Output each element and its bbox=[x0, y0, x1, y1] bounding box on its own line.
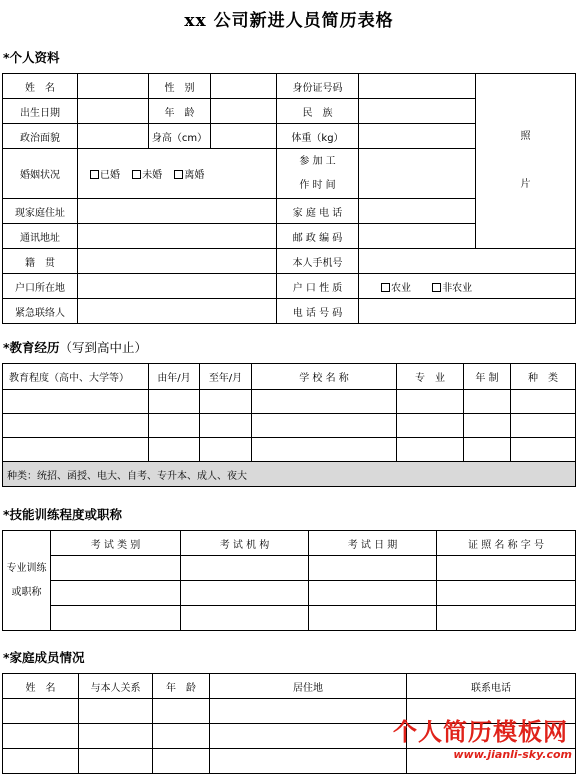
label-hukou-type: 户 口 性 质 bbox=[277, 274, 359, 299]
label-work-start bbox=[277, 149, 359, 199]
table-cell[interactable] bbox=[397, 414, 464, 438]
table-cell[interactable] bbox=[149, 438, 200, 462]
col-relationship: 与本人关系 bbox=[79, 674, 153, 699]
table-cell[interactable] bbox=[200, 438, 252, 462]
input-hukou-location[interactable] bbox=[78, 274, 277, 299]
input-postcode[interactable] bbox=[359, 224, 476, 249]
table-cell[interactable] bbox=[3, 438, 149, 462]
section-heading-personal: *个人资料 bbox=[3, 50, 60, 65]
photo-box bbox=[476, 74, 576, 249]
table-cell[interactable] bbox=[309, 606, 437, 631]
personal-info-table bbox=[2, 73, 576, 324]
hukou-type-options bbox=[359, 274, 576, 299]
checkbox-icon bbox=[174, 170, 183, 179]
table-cell[interactable] bbox=[511, 438, 576, 462]
table-cell[interactable] bbox=[210, 724, 407, 749]
label-phone-number: 电 话 号 码 bbox=[277, 299, 359, 324]
label-hukou-location: 户口所在地 bbox=[3, 274, 78, 299]
col-major: 专 业 bbox=[397, 364, 464, 390]
col-to-date: 至年/月 bbox=[200, 364, 252, 390]
table-cell[interactable] bbox=[511, 390, 576, 414]
table-cell[interactable] bbox=[210, 699, 407, 724]
table-cell[interactable] bbox=[79, 749, 153, 774]
col-exam-body: 考 试 机 构 bbox=[181, 531, 309, 556]
label-home-address: 现家庭住址 bbox=[3, 199, 78, 224]
label-native-place: 籍 贯 bbox=[3, 249, 78, 274]
col-years: 年 制 bbox=[464, 364, 511, 390]
label-age: 年 龄 bbox=[149, 99, 211, 124]
label-name: 姓 名 bbox=[3, 74, 78, 99]
input-birth-date[interactable] bbox=[78, 99, 149, 124]
label-mobile: 本人手机号 bbox=[277, 249, 359, 274]
table-cell[interactable] bbox=[200, 390, 252, 414]
label-ethnicity: 民 族 bbox=[277, 99, 359, 124]
table-cell[interactable] bbox=[437, 581, 576, 606]
table-cell[interactable] bbox=[51, 556, 181, 581]
label-emergency-contact: 紧急联络人 bbox=[3, 299, 78, 324]
table-cell[interactable] bbox=[181, 606, 309, 631]
option-agricultural-label: 农业 bbox=[391, 282, 411, 294]
label-work-start-line2: 作 时 间 bbox=[299, 179, 336, 191]
label-weight: 体重（kg） bbox=[277, 124, 359, 149]
table-cell[interactable] bbox=[511, 414, 576, 438]
photo-label-2: 片 bbox=[520, 179, 531, 190]
table-row bbox=[3, 606, 576, 631]
table-row bbox=[3, 581, 576, 606]
education-heading-text: *教育经历 bbox=[3, 340, 60, 355]
table-cell[interactable] bbox=[252, 414, 397, 438]
table-cell[interactable] bbox=[3, 414, 149, 438]
label-work-start-line1: 参 加 工 bbox=[299, 155, 336, 167]
table-cell[interactable] bbox=[464, 438, 511, 462]
checkbox-icon bbox=[432, 283, 441, 292]
table-cell[interactable] bbox=[464, 414, 511, 438]
table-cell[interactable] bbox=[397, 390, 464, 414]
checkbox-icon bbox=[90, 170, 99, 179]
col-exam-date: 考 试 日 期 bbox=[309, 531, 437, 556]
watermark-logo-text: 个人简历模板网 bbox=[393, 718, 568, 746]
col-contact-phone: 联系电话 bbox=[407, 674, 576, 699]
table-cell[interactable] bbox=[200, 414, 252, 438]
label-mail-address: 通讯地址 bbox=[3, 224, 78, 249]
label-height: 身高（cm） bbox=[149, 124, 211, 149]
col-school-name: 学 校 名 称 bbox=[252, 364, 397, 390]
table-row bbox=[3, 556, 576, 581]
table-cell[interactable] bbox=[79, 699, 153, 724]
label-gender: 性 别 bbox=[149, 74, 211, 99]
table-cell[interactable] bbox=[437, 556, 576, 581]
col-exam-type: 考 试 类 别 bbox=[51, 531, 181, 556]
input-native-place[interactable] bbox=[78, 249, 277, 274]
section-heading-education bbox=[3, 338, 147, 356]
input-ethnicity[interactable] bbox=[359, 99, 476, 124]
table-row bbox=[3, 438, 576, 462]
table-cell[interactable] bbox=[252, 390, 397, 414]
checkbox-icon bbox=[132, 170, 141, 179]
input-mobile[interactable] bbox=[359, 249, 576, 274]
watermark-url: www.jianli-sky.com bbox=[453, 748, 572, 761]
input-home-address[interactable] bbox=[78, 199, 277, 224]
col-from-date: 由年/月 bbox=[149, 364, 200, 390]
input-weight[interactable] bbox=[359, 124, 476, 149]
input-home-phone[interactable] bbox=[359, 199, 476, 224]
table-cell[interactable] bbox=[149, 414, 200, 438]
col-type: 种 类 bbox=[511, 364, 576, 390]
table-cell[interactable] bbox=[51, 581, 181, 606]
input-age[interactable] bbox=[211, 99, 277, 124]
input-gender[interactable] bbox=[211, 74, 277, 99]
page-title: xx 公司新进人员简历表格 bbox=[184, 11, 394, 31]
checkbox-married[interactable] bbox=[90, 170, 120, 181]
skills-row-label bbox=[3, 531, 51, 631]
option-married-label: 已婚 bbox=[100, 170, 120, 181]
checkbox-unmarried[interactable] bbox=[132, 170, 162, 181]
photo-label-1: 照 bbox=[520, 131, 531, 142]
checkbox-agricultural[interactable] bbox=[381, 283, 411, 294]
section-heading-skills: *技能训练程度或职称 bbox=[3, 507, 123, 522]
label-postcode: 邮 政 编 码 bbox=[277, 224, 359, 249]
table-cell[interactable] bbox=[210, 749, 407, 774]
col-member-name: 姓 名 bbox=[3, 674, 79, 699]
education-heading-note: （写到高中止） bbox=[59, 340, 148, 355]
label-home-phone: 家 庭 电 话 bbox=[277, 199, 359, 224]
option-divorced-label: 离婚 bbox=[184, 170, 205, 181]
table-cell[interactable] bbox=[309, 556, 437, 581]
checkbox-non-agricultural[interactable] bbox=[432, 283, 472, 294]
marital-options bbox=[78, 149, 277, 199]
table-cell[interactable] bbox=[51, 606, 181, 631]
table-cell[interactable] bbox=[153, 699, 210, 724]
skills-table bbox=[2, 530, 576, 631]
label-birth-date: 出生日期 bbox=[3, 99, 78, 124]
table-cell[interactable] bbox=[149, 390, 200, 414]
col-residence: 居住地 bbox=[210, 674, 407, 699]
education-table bbox=[2, 363, 576, 487]
input-work-start[interactable] bbox=[359, 149, 476, 199]
option-non-agricultural-label: 非农业 bbox=[442, 282, 473, 294]
table-cell[interactable] bbox=[437, 606, 576, 631]
table-cell[interactable] bbox=[181, 581, 309, 606]
input-political-status[interactable] bbox=[78, 124, 149, 149]
input-name[interactable] bbox=[78, 74, 149, 99]
table-cell[interactable] bbox=[153, 749, 210, 774]
table-cell[interactable] bbox=[79, 724, 153, 749]
input-id-number[interactable] bbox=[359, 74, 476, 99]
section-heading-family: *家庭成员情况 bbox=[3, 650, 85, 665]
skills-row-label-line2: 或职称 bbox=[11, 586, 42, 598]
table-cell[interactable] bbox=[464, 390, 511, 414]
table-row bbox=[3, 414, 576, 438]
education-type-footnote: 种类：统招、函授、电大、自考、专升本、成人、夜大 bbox=[3, 462, 576, 487]
col-education-level: 教育程度（高中、大学等） bbox=[3, 364, 149, 390]
table-cell[interactable] bbox=[153, 724, 210, 749]
label-political-status: 政治面貌 bbox=[3, 124, 78, 149]
table-row bbox=[3, 390, 576, 414]
table-cell[interactable] bbox=[397, 438, 464, 462]
label-marital: 婚姻状况 bbox=[3, 149, 78, 199]
option-unmarried-label: 未婚 bbox=[142, 170, 163, 181]
input-phone-number[interactable] bbox=[359, 299, 576, 324]
checkbox-divorced[interactable] bbox=[174, 170, 204, 181]
col-member-age: 年 龄 bbox=[153, 674, 210, 699]
table-cell[interactable] bbox=[3, 749, 79, 774]
label-id-number: 身份证号码 bbox=[277, 74, 359, 99]
table-cell[interactable] bbox=[3, 699, 79, 724]
table-cell[interactable] bbox=[3, 724, 79, 749]
checkbox-icon bbox=[381, 283, 390, 292]
input-emergency-contact[interactable] bbox=[78, 299, 277, 324]
input-height[interactable] bbox=[211, 124, 277, 149]
col-certificate: 证 照 名 称 字 号 bbox=[437, 531, 576, 556]
table-cell[interactable] bbox=[181, 556, 309, 581]
table-cell[interactable] bbox=[309, 581, 437, 606]
skills-row-label-line1: 专业训练 bbox=[6, 562, 47, 574]
table-cell[interactable] bbox=[252, 438, 397, 462]
input-mail-address[interactable] bbox=[78, 224, 277, 249]
table-cell[interactable] bbox=[3, 390, 149, 414]
